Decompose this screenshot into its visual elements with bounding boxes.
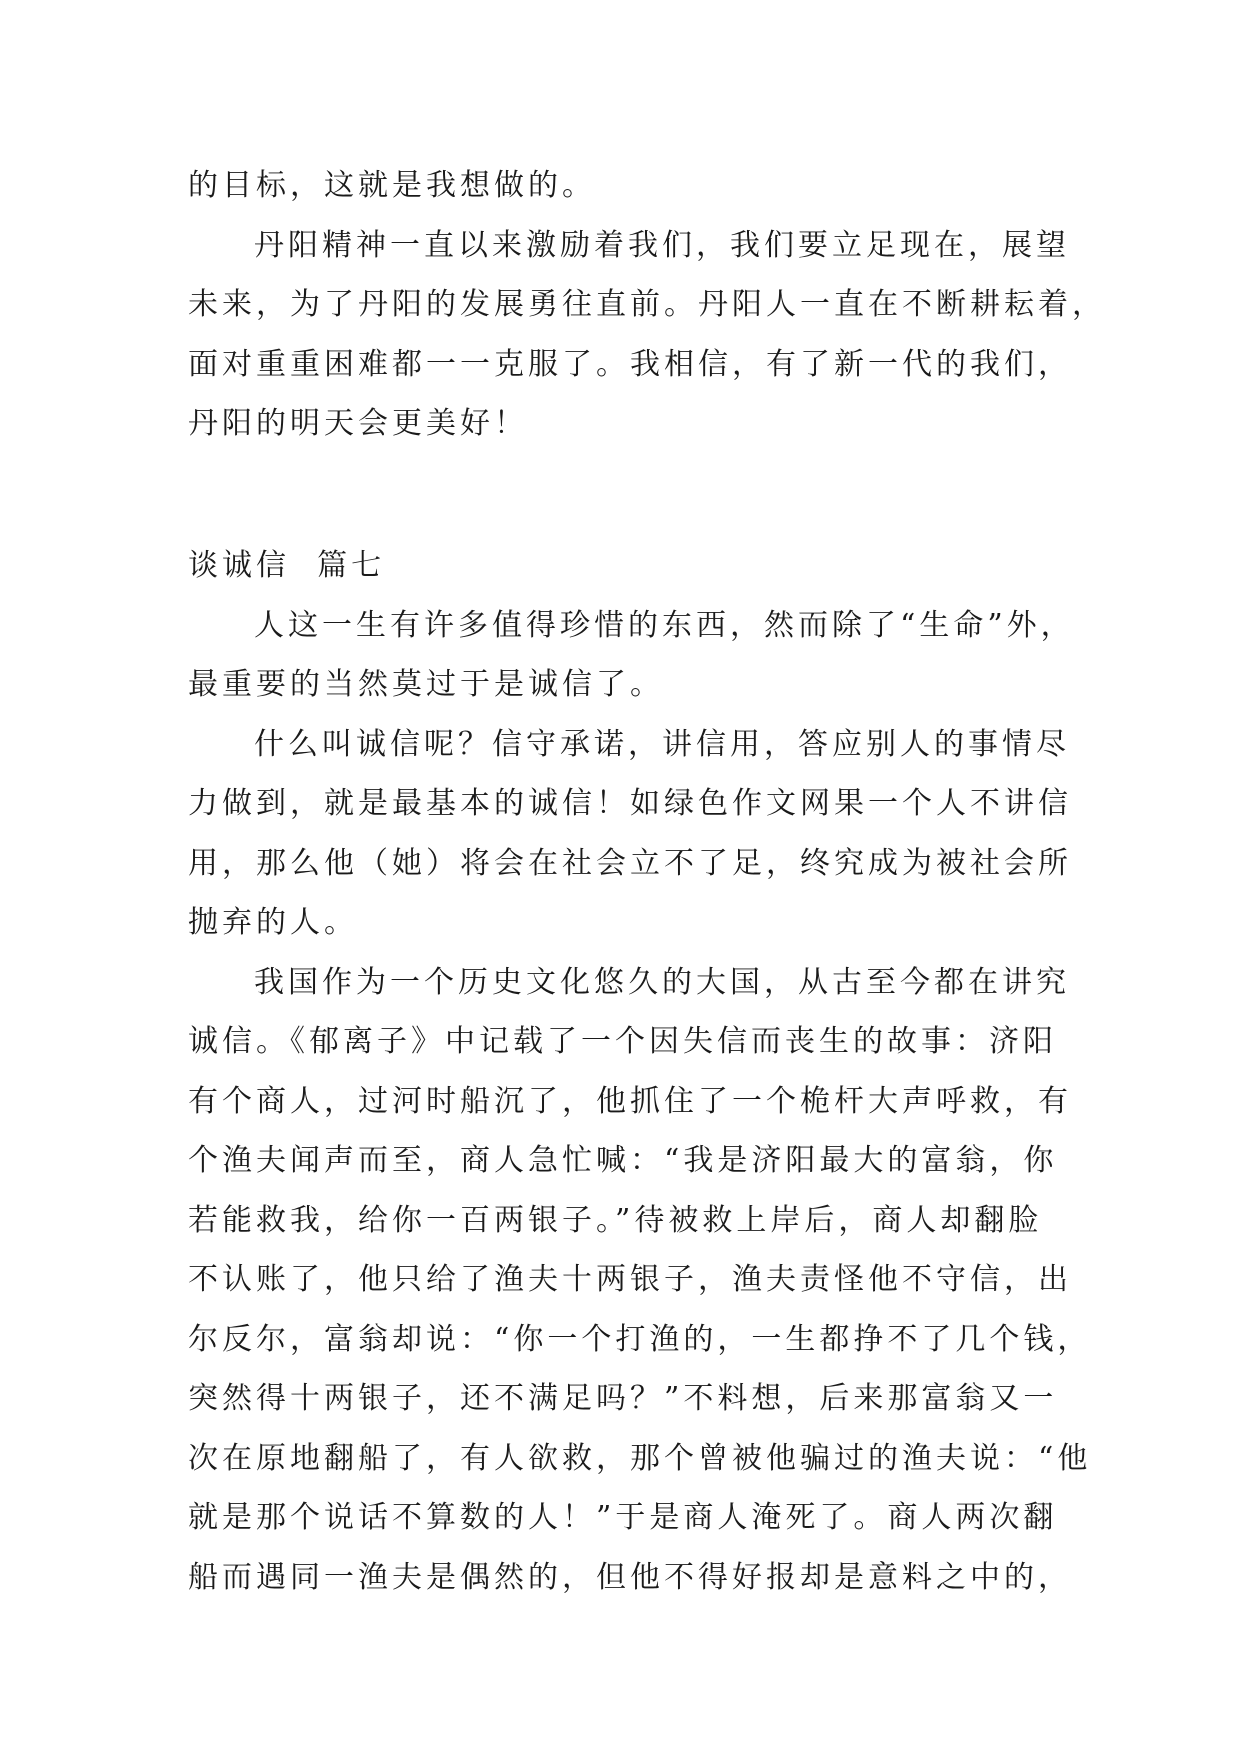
section-title: 谈诚信 篇七 xyxy=(188,548,386,583)
paragraph-line: 个渔夫闻声而至，商人急忙喊：“我是济阳最大的富翁，你 xyxy=(188,1143,1058,1178)
paragraph-line: 不认账了，他只给了渔夫十两银子，渔夫责怪他不守信，出 xyxy=(188,1262,1072,1297)
paragraph-line: 用，那么他（她）将会在社会立不了足，终究成为被社会所 xyxy=(188,845,1072,881)
paragraph-line: 有个商人，过河时船沉了，他抓住了一个桅杆大声呼救，有 xyxy=(188,1083,1072,1119)
paragraph-line: 突然得十两银子，还不满足吗？”不料想，后来那富翁又一 xyxy=(188,1381,1058,1416)
paragraph-line: 丹阳的明天会更美好！ xyxy=(188,406,528,441)
paragraph-line: 次在原地翻船了，有人欲救，那个曾被他骗过的渔夫说：“他 xyxy=(188,1440,1092,1476)
paragraph-line: 力做到，就是最基本的诚信！如绿色作文网果一个人不讲信 xyxy=(188,786,1072,821)
paragraph-line: 人这一生有许多值得珍惜的东西，然而除了“生命”外， xyxy=(254,607,1075,643)
paragraph-line: 诚信。《郁离子》中记载了一个因失信而丧生的故事：济阳 xyxy=(188,1024,1057,1059)
paragraph-line: 就是那个说话不算数的人！”于是商人淹死了。商人两次翻 xyxy=(188,1500,1058,1535)
paragraph-line: 什么叫诚信呢？信守承诺，讲信用，答应别人的事情尽 xyxy=(254,726,1070,762)
paragraph-line: 尔反尔，富翁却说：“你一个打渔的，一生都挣不了几个钱， xyxy=(188,1321,1092,1357)
text-block-main xyxy=(188,536,1092,1607)
paragraph-line: 若能救我，给你一百两银子。”待被救上岸后，商人却翻脸 xyxy=(188,1202,1043,1238)
paragraph-line: 我国作为一个历史文化悠久的大国，从古至今都在讲究 xyxy=(254,964,1070,1000)
paragraph-line: 船而遇同一渔夫是偶然的，但他不得好报却是意料之中的， xyxy=(188,1559,1072,1595)
paragraph-line: 抛弃的人。 xyxy=(188,905,358,940)
paragraph-line: 面对重重困难都一一克服了。我相信，有了新一代的我们， xyxy=(188,346,1072,382)
text-block-top xyxy=(188,156,1106,454)
paragraph-line: 最重要的当然莫过于是诚信了。 xyxy=(188,667,664,702)
paragraph-line: 丹阳精神一直以来激励着我们，我们要立足现在，展望 xyxy=(254,227,1070,263)
paragraph-line: 未来，为了丹阳的发展勇往直前。丹阳人一直在不断耕耘着， xyxy=(188,287,1106,322)
paragraph-continuation-line: 的目标，这就是我想做的。 xyxy=(188,168,596,203)
